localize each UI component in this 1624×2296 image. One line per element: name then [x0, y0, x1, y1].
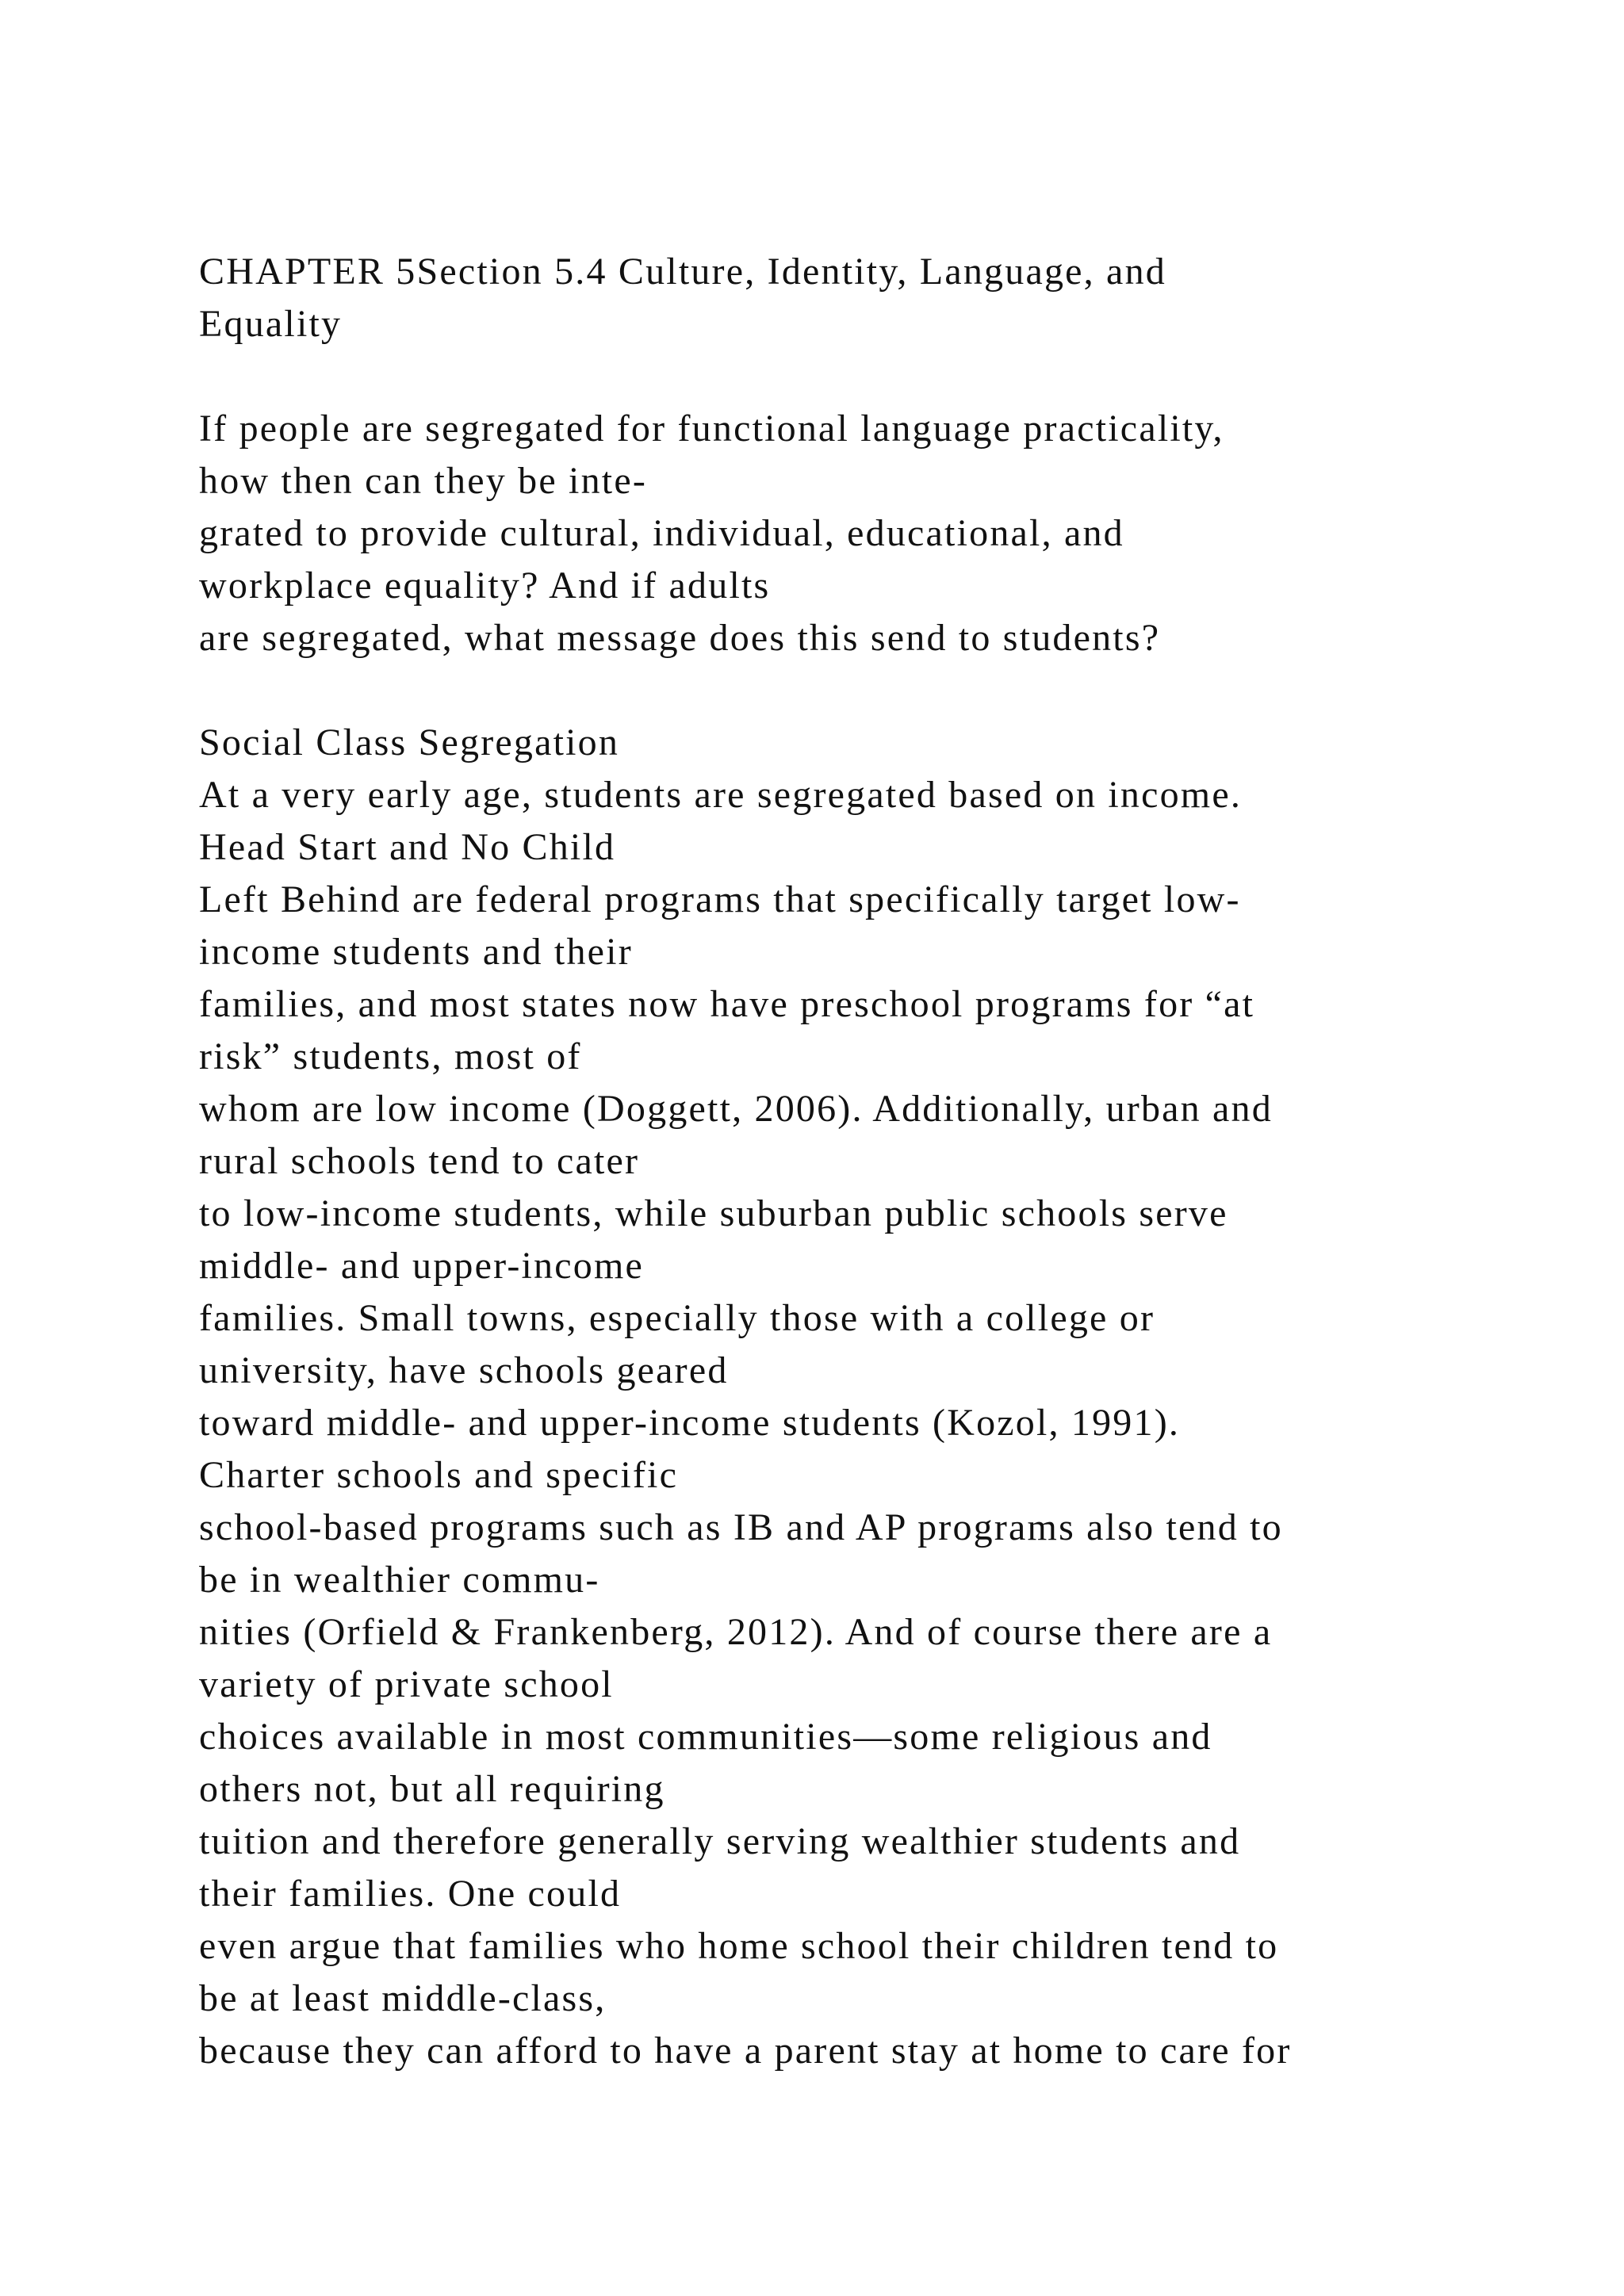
- heading-line-2: Equality: [199, 303, 343, 345]
- text-line: Charter schools and specific: [199, 1454, 679, 1496]
- text-line: Head Start and No Child: [199, 826, 616, 868]
- text-line: be in wealthier commu-: [199, 1559, 600, 1601]
- text-line: toward middle- and upper-income students (Kozol, 1991).: [199, 1402, 1181, 1444]
- text-line: are segregated, what message does this send to students?: [199, 617, 1161, 659]
- text-line: Left Behind are federal programs that specifically target low-: [199, 878, 1241, 920]
- text-line: to low-income students, while suburban public schools serve: [199, 1192, 1228, 1234]
- text-line: income students and their: [199, 931, 633, 973]
- text-line: their families. One could: [199, 1873, 622, 1915]
- text-line: At a very early age, students are segregated based on income.: [199, 774, 1243, 816]
- text-line: risk” students, most of: [199, 1035, 582, 1077]
- blank-line: [199, 664, 1611, 717]
- heading-line-1: CHAPTER 5Section 5.4 Culture, Identity, Language, and: [199, 251, 1166, 293]
- blank-line: [199, 350, 1611, 403]
- text-line: others not, but all requiring: [199, 1768, 665, 1810]
- text-line: because they can afford to have a parent stay at home to care for: [199, 2030, 1292, 2072]
- text-line: how then can they be inte-: [199, 460, 648, 502]
- text-line: whom are low income (Doggett, 2006). Additionally, urban and: [199, 1088, 1273, 1130]
- text-line: school-based programs such as IB and AP programs also tend to: [199, 1506, 1283, 1548]
- text-line: even argue that families who home school their children tend to: [199, 1925, 1279, 1967]
- section-heading: Social Class Segregation: [199, 721, 620, 763]
- text-line: nities (Orfield & Frankenberg, 2012). And of course there are a: [199, 1611, 1273, 1653]
- text-line: rural schools tend to cater: [199, 1140, 640, 1182]
- text-line: variety of private school: [199, 1663, 614, 1705]
- text-line: choices available in most communities—some religious and: [199, 1716, 1212, 1758]
- text-line: be at least middle-class,: [199, 1977, 607, 2019]
- text-line: families. Small towns, especially those with a college or: [199, 1297, 1155, 1339]
- text-line: workplace equality? And if adults: [199, 564, 771, 607]
- document-body: [199, 246, 1611, 2077]
- text-line: middle- and upper-income: [199, 1245, 644, 1287]
- text-line: If people are segregated for functional language practicality,: [199, 408, 1224, 450]
- text-line: university, have schools geared: [199, 1349, 729, 1391]
- text-line: grated to provide cultural, individual, educational, and: [199, 512, 1124, 554]
- text-line: tuition and therefore generally serving wealthier students and: [199, 1820, 1241, 1862]
- text-line: families, and most states now have preschool programs for “at: [199, 983, 1255, 1025]
